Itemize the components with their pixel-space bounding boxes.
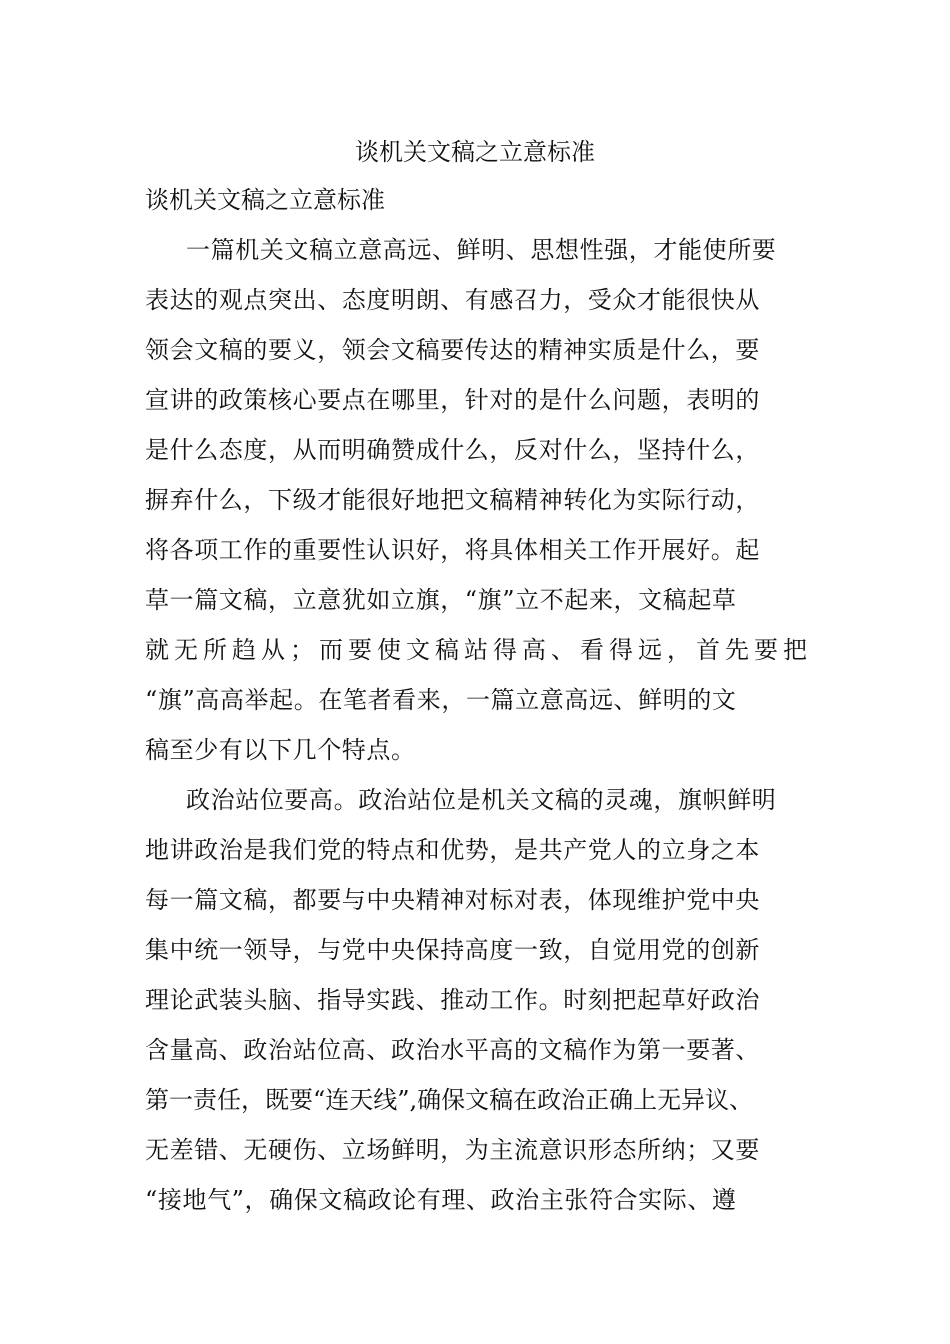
text-line: 摒弃什么，下级才能很好地把文稿精神转化为实际行动，: [145, 486, 760, 514]
text-line: 将各项工作的重要性认识好，将具体相关工作开展好。起: [145, 536, 760, 564]
text-line: 集中统一领导，与党中央保持高度一致，自觉用党的创新: [145, 936, 760, 964]
text-line: 政治站位要高。政治站位是机关文稿的灵魂，旗帜鲜明: [186, 786, 777, 814]
text-line: 领会文稿的要义，领会文稿要传达的精神实质是什么，要: [145, 336, 760, 364]
text-line: “旗”高高举起。在笔者看来，一篇立意高远、鲜明的文: [145, 686, 737, 714]
text-line: 地讲政治是我们党的特点和优势，是共产党人的立身之本: [145, 836, 760, 864]
document-subtitle: 谈机关文稿之立意标准: [145, 186, 385, 214]
text-line: 宣讲的政策核心要点在哪里，针对的是什么问题，表明的: [145, 386, 760, 414]
text-line: 是什么态度，从而明确赞成什么，反对什么，坚持什么，: [145, 436, 760, 464]
text-line: 每一篇文稿，都要与中央精神对标对表，体现维护党中央: [145, 886, 760, 914]
text-line: 就无所趋从；而要使文稿站得高、看得远，首先要把: [145, 636, 812, 664]
text-line: 第一责任，既要“连天线”,确保文稿在政治正确上无异议、: [145, 1086, 754, 1114]
text-line: 含量高、政治站位高、政治水平高的文稿作为第一要著、: [145, 1036, 760, 1064]
text-line: 一篇机关文稿立意高远、鲜明、思想性强，才能使所要: [186, 236, 777, 264]
text-line: “接地气”，确保文稿政论有理、政治主张符合实际、遵: [145, 1186, 737, 1214]
text-line: 表达的观点突出、态度明朗、有感召力，受众才能很快从: [145, 286, 760, 314]
document-title: 谈机关文稿之立意标准: [355, 138, 595, 166]
text-line: 草一篇文稿，立意犹如立旗，“旗”立不起来，文稿起草: [145, 586, 737, 614]
text-line: 无差错、无硬伤、立场鲜明，为主流意识形态所纳；又要: [145, 1136, 760, 1164]
text-line: 理论武装头脑、指导实践、推动工作。时刻把起草好政治: [145, 986, 760, 1014]
text-line: 稿至少有以下几个特点。: [145, 736, 416, 764]
